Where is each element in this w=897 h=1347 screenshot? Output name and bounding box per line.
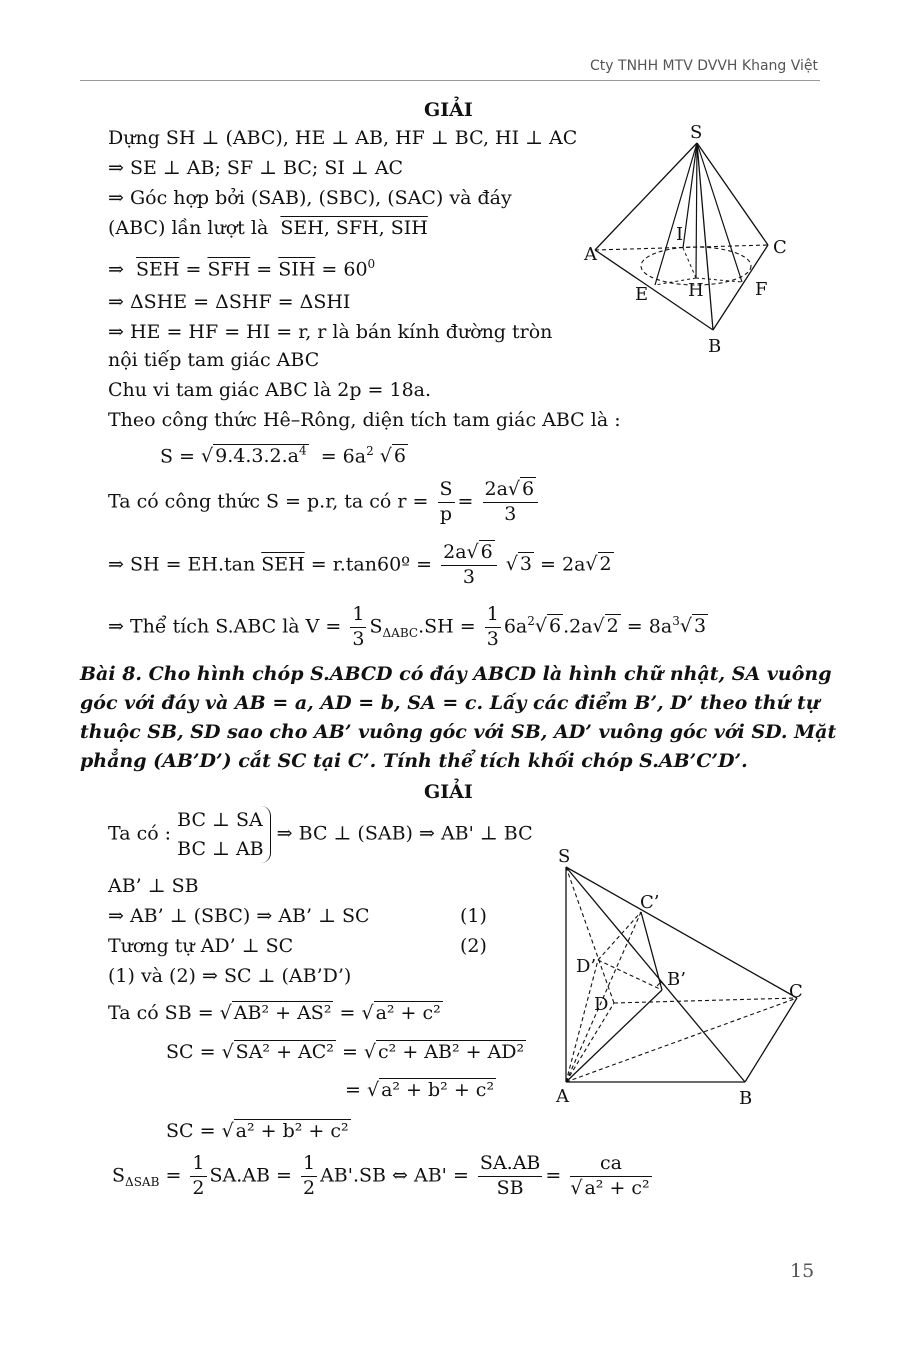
text-line: (ABC) lần lượt là SEH, SFH, SIH bbox=[108, 217, 428, 239]
sc-formula-1: SC = √ SA² + AC² = √ c² + AB² + AD² bbox=[166, 1042, 526, 1064]
system-formula: Ta có : BC ⊥ SA BC ⊥ AB ⇒ BC ⊥ (SAB) ⇒ AB' ⊥ BC bbox=[108, 806, 533, 863]
label-a: A bbox=[556, 1086, 569, 1107]
label-b: B bbox=[708, 336, 722, 357]
label-b-prime: B’ bbox=[667, 969, 686, 990]
page-number: 15 bbox=[790, 1260, 815, 1282]
area-ratio-formula: $S_{\Delta SAB}$ = $\frac{1}{2}$ SA.AB = $\frac{1}{2}$ AB'.SB ⇔ AB' = $\frac{SA.AB}{SB}$ = ca √ a² + c² bbox=[112, 1152, 655, 1201]
angle-equality: ⇒ $\overline{SEH} = \overline{SFH} = \overline{SIH} = 60^0$ bbox=[108, 257, 376, 281]
label-c: C bbox=[773, 237, 787, 258]
text-line: ⇒ AB’ ⊥ (SBC) ⇒ AB’ ⊥ SC bbox=[108, 905, 370, 927]
equation-tag: (1) bbox=[460, 905, 487, 927]
label-e: E bbox=[635, 284, 649, 305]
text-line: ⇒ Góc hợp bởi (SAB), (SBC), (SAC) và đáy bbox=[108, 187, 512, 209]
volume-formula: ⇒ Thể tích S.ABC là V = $\frac{1}{3}$ $S_{\Delta ABC}.SH$ = $\frac{1}{3}$ $6a^2$ √ 6 .2a √ $2 = 8a^3$ √ 3 bbox=[108, 603, 708, 652]
text-line: (1) và (2) ⇒ SC ⊥ (AB’D’) bbox=[108, 965, 352, 987]
page-header bbox=[80, 58, 820, 81]
label-s: S bbox=[558, 846, 571, 867]
text-line: nội tiếp tam giác ABC bbox=[108, 349, 320, 371]
problem-line: Bài 8. Cho hình chóp S.ABCD có đáy ABCD là hình chữ nhật, SA vuông bbox=[80, 663, 832, 685]
publisher-name: Cty TNHH MTV DVVH Khang Việt bbox=[590, 58, 818, 74]
text-line: Tương tự AD’ ⊥ SC bbox=[108, 935, 294, 957]
text-line: Chu vi tam giác ABC là 2p = 18a. bbox=[108, 379, 432, 401]
label-c-prime: C’ bbox=[640, 892, 660, 913]
label-a: A bbox=[584, 244, 597, 265]
text-line: AB’ ⊥ SB bbox=[108, 875, 199, 897]
text-line: Theo công thức Hê–Rông, diện tích tam giác ABC là : bbox=[108, 409, 621, 431]
label-i: I bbox=[676, 224, 684, 245]
label-d: D bbox=[594, 994, 609, 1015]
problem-line: phẳng (AB’D’) cắt SC tại C’. Tính thể tích khối chóp S.AB’C’D’. bbox=[80, 750, 748, 772]
area-formula: S = √ $9.4.3.2.a^4 = 6a^2$ √ 6 bbox=[160, 445, 408, 468]
text-line: ⇒ ΔSHE = ΔSHF = ΔSHI bbox=[108, 291, 351, 313]
text-line: Dựng SH ⊥ (ABC), HE ⊥ AB, HF ⊥ BC, HI ⊥ AC bbox=[108, 127, 578, 149]
label-b: B bbox=[739, 1088, 753, 1109]
label-f: F bbox=[755, 279, 768, 300]
pyramid-figure-2 bbox=[550, 842, 820, 1112]
label-s: S bbox=[690, 122, 703, 143]
text-line: ⇒ SE ⊥ AB; SF ⊥ BC; SI ⊥ AC bbox=[108, 157, 404, 179]
solution-title: GIẢI bbox=[424, 781, 473, 803]
radius-formula: Ta có công thức S = p.r, ta có r = $\frac{S}{p}$ = $\frac{2a √ 6}{3}$ bbox=[108, 478, 541, 527]
sb-formula: Ta có SB = √ AB² + AS² = √ a² + c² bbox=[108, 1003, 443, 1025]
pyramid-figure-1 bbox=[575, 120, 805, 360]
angle-list: SEH, SFH, SIH bbox=[280, 217, 428, 239]
solution-title: GIẢI bbox=[424, 99, 473, 121]
text-line: ⇒ HE = HF = HI = r, r là bán kính đường tròn bbox=[108, 321, 553, 343]
sc-formula-2: = √ a² + b² + c² bbox=[345, 1080, 496, 1102]
problem-line: góc với đáy và AB = a, AD = b, SA = c. Lấy các điểm B’, D’ theo thứ tự bbox=[80, 692, 820, 714]
problem-line: thuộc SB, SD sao cho AB’ vuông góc với SB, AD’ vuông góc với SD. Mặt bbox=[80, 721, 837, 743]
equation-tag: (2) bbox=[460, 935, 487, 957]
label-c: C bbox=[789, 981, 803, 1002]
sc-formula-3: SC = √ a² + b² + c² bbox=[166, 1121, 351, 1143]
label-h: H bbox=[688, 280, 704, 301]
label-d-prime: D’ bbox=[576, 956, 597, 977]
sh-formula: ⇒ SH = EH.tan $\overline{SEH}$ = r.tan60º = $\frac{2a √ 6}{3}$ √ 3 = 2a √ 2 bbox=[108, 541, 614, 590]
